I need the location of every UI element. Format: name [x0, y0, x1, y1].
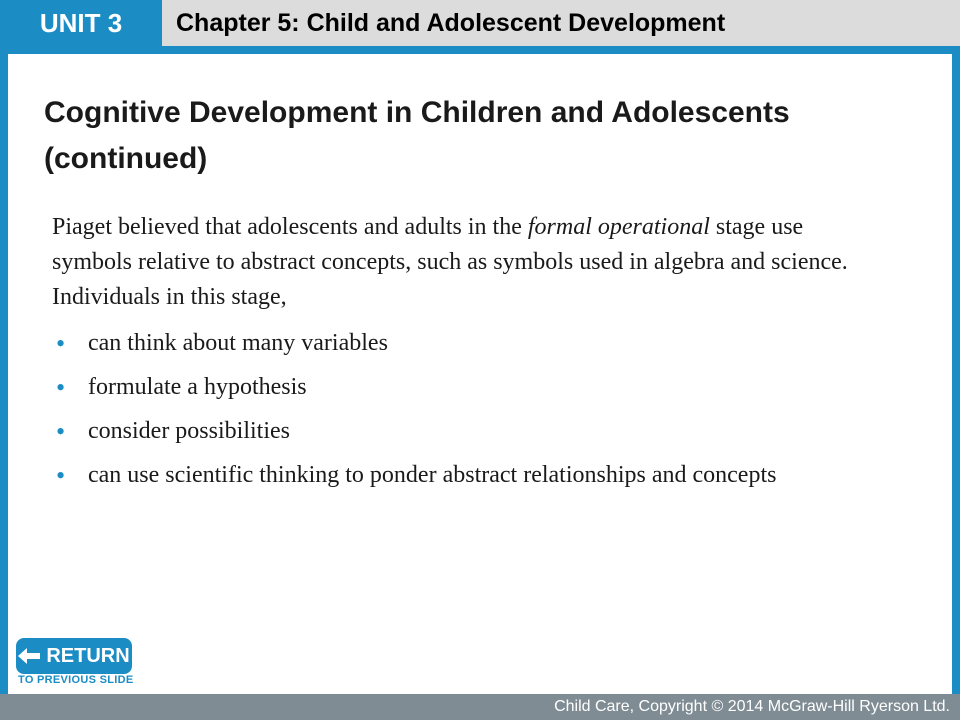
bullet-icon: •	[56, 373, 66, 402]
list-item	[52, 370, 882, 405]
copyright-text: Child Care, Copyright © 2014 McGraw-Hill Ryerson Ltd.	[554, 698, 950, 715]
bullet-list	[52, 326, 882, 502]
intro-text-part2: stage use symbols relative to abstract concepts, such as symbols used in algebra and science. Individuals in this stage,	[52, 214, 848, 310]
return-label: RETURN	[46, 644, 130, 667]
bullet-icon: •	[56, 417, 66, 446]
return-button[interactable]	[16, 638, 132, 674]
intro-emphasis: formal operational	[527, 214, 710, 240]
bullet-text: formulate a hypothesis	[88, 374, 307, 400]
header-bar	[0, 0, 960, 46]
unit-label: UNIT 3	[39, 7, 123, 38]
list-item	[52, 326, 882, 361]
return-sublabel[interactable]: TO PREVIOUS SLIDE	[18, 674, 134, 686]
footer-bar	[0, 694, 960, 720]
chapter-title: Chapter 5: Child and Adolescent Development	[176, 8, 726, 37]
bullet-text: can use scientific thinking to ponder abstract relationships and concepts	[88, 462, 777, 488]
bullet-text: can think about many variables	[88, 330, 388, 356]
intro-paragraph	[52, 210, 872, 315]
slide-title: Cognitive Development in Children and Adolescents (continued)	[44, 96, 790, 175]
list-item	[52, 458, 882, 493]
arrow-left-icon	[18, 648, 40, 664]
list-item	[52, 414, 882, 449]
bullet-text: consider possibilities	[88, 418, 290, 444]
bullet-icon: •	[56, 461, 66, 490]
intro-text-part1: Piaget believed that adolescents and adults in the	[52, 214, 528, 240]
unit-badge	[0, 0, 162, 46]
slide-content	[8, 54, 952, 694]
bullet-icon: •	[56, 329, 66, 358]
